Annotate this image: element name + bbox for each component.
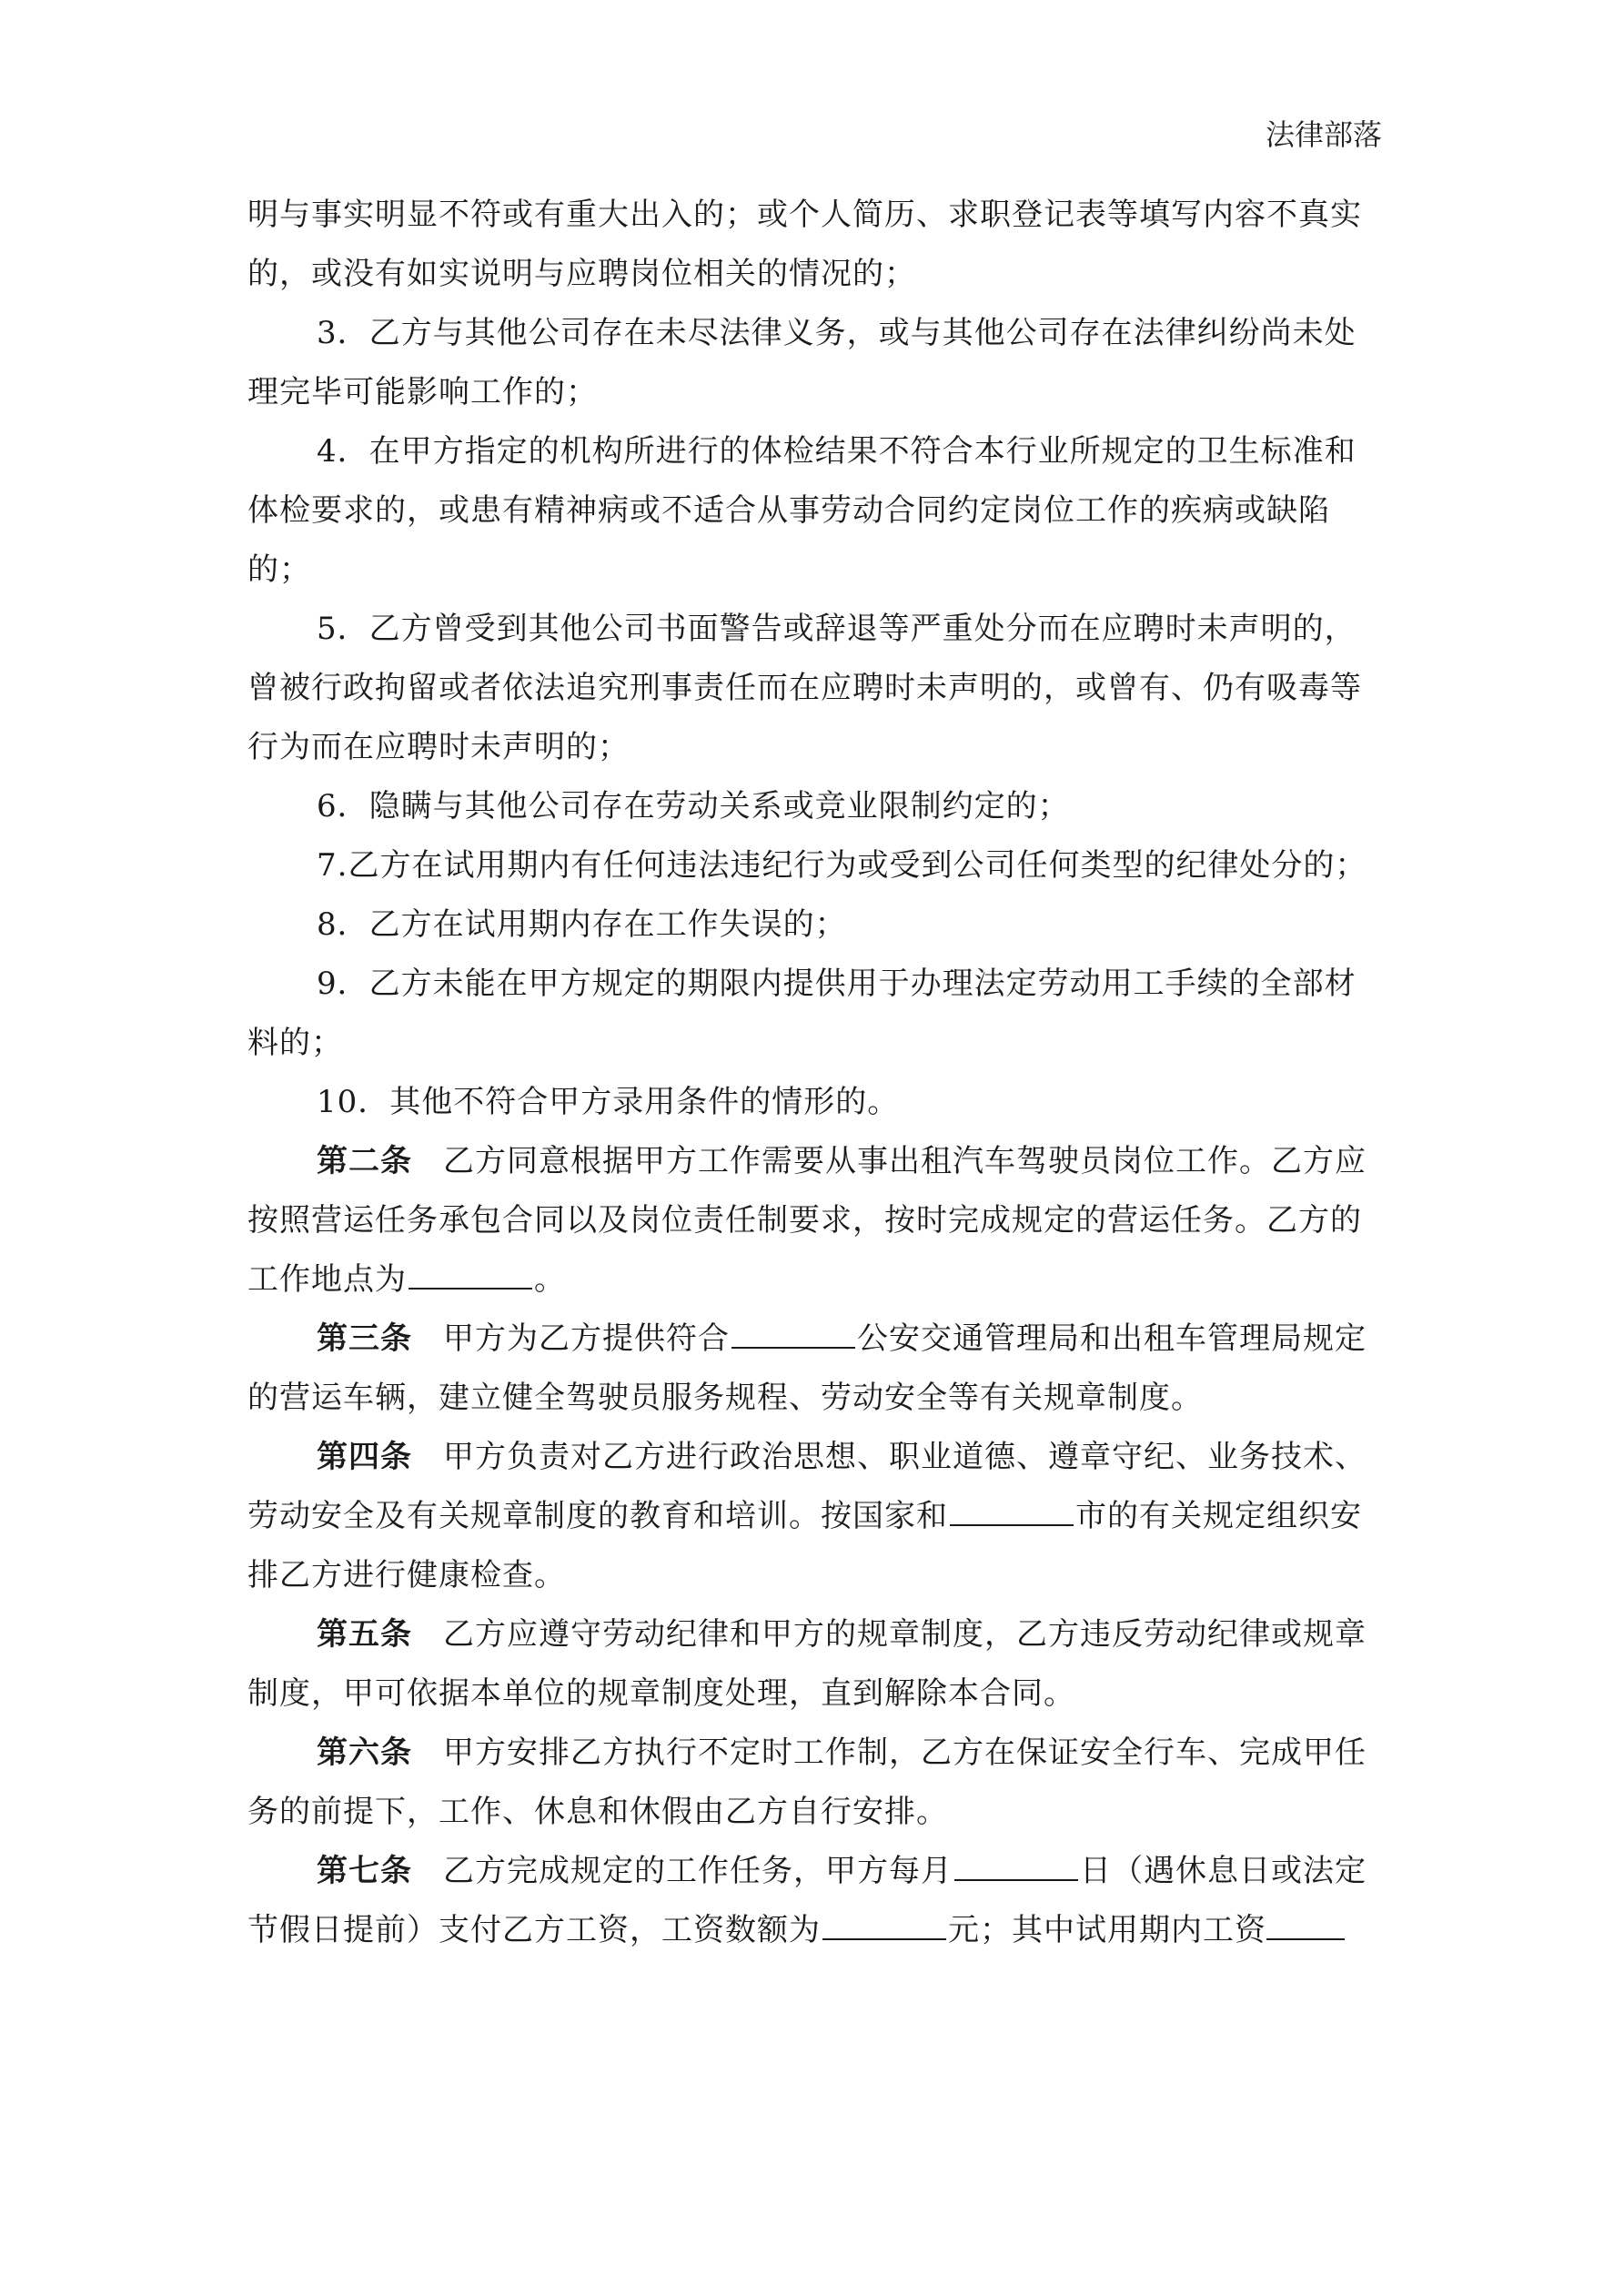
blank-city [731,1316,855,1349]
article-4 [247,1428,1383,1605]
document-body [247,186,1383,1960]
blank-city-name [950,1493,1074,1526]
article-2-title: 第二条 [317,1143,412,1179]
header-brand: 法律部落 [1265,117,1382,152]
clause-5: 5．乙方曾受到其他公司书面警告或辞退等严重处分而在应聘时未声明的，曾被行政拘留或者依法追究刑事责任而在应聘时未声明的，或曾有、仍有吸毒等行为而在应聘时未声明的； [247,611,1362,765]
article-4-title: 第四条 [317,1439,412,1475]
clause-10: 10．其他不符合甲方录用条件的情形的。 [317,1084,900,1120]
article-2 [247,1132,1383,1310]
article-3-title: 第三条 [317,1320,412,1357]
article-3 [247,1310,1383,1428]
article-5-title: 第五条 [317,1616,412,1653]
clause-9: 9．乙方未能在甲方规定的期限内提供用于办理法定劳动用工手续的全部材料的； [247,966,1357,1061]
article-6-text: 甲方安排乙方执行不定时工作制，乙方在保证安全行车、完成甲任务的前提下，工作、休息和休假由乙方自行安排。 [247,1735,1367,1830]
clause-8: 8．乙方在试用期内存在工作失误的； [317,906,847,943]
clause-6: 6．隐瞒与其他公司存在劳动关系或竞业限制约定的； [317,788,1070,824]
article-7 [247,1842,1383,1960]
clause-7: 7.乙方在试用期内有任何违法违纪行为或受到公司任何类型的纪律处分的； [317,847,1367,884]
article-7-text: 乙方完成规定的工作任务，甲方每月 [443,1853,953,1889]
article-2-text-end: 。 [534,1261,566,1298]
blank-probation-wage [1266,1911,1345,1940]
article-2-text: 乙方同意根据甲方工作需要从事出租汽车驾驶员岗位工作。乙方应按照营运任务承包合同以及岗位责任制要求，按时完成规定的营运任务。乙方的工作地点为 [247,1143,1367,1298]
article-5-text: 乙方应遵守劳动纪律和甲方的规章制度，乙方违反劳动纪律或规章制度，甲可依据本单位的规章制度处理，直到解除本合同。 [247,1616,1367,1712]
blank-wage-amount [822,1907,946,1940]
article-6-title: 第六条 [317,1735,412,1771]
clause-3: 3．乙方与其他公司存在未尽法律义务，或与其他公司存在法律纠纷尚未处理完毕可能影响工作的； [247,315,1357,410]
article-5 [247,1605,1383,1724]
blank-pay-day [954,1848,1078,1881]
article-7-text-mid1: 日（遇休息日或法定节假日提前）支付乙方工资，工资数额为 [247,1853,1367,1948]
article-6 [247,1724,1383,1842]
clause-2-continuation: 明与事实明显不符或有重大出入的；或个人简历、求职登记表等填写内容不真实的，或没有如实说明与应聘岗位相关的情况的； [247,197,1362,292]
blank-work-location [409,1257,532,1290]
article-7-title: 第七条 [317,1853,412,1889]
article-7-text-mid2: 元；其中试用期内工资 [948,1912,1266,1948]
article-3-text: 甲方为乙方提供符合 [443,1320,730,1357]
article-3-text-end: 公安交通管理局和出租车管理局规定的营运车辆，建立健全驾驶员服务规程、劳动安全等有关规章制度。 [247,1320,1367,1416]
article-4-text-end: 市的有关规定组织安排乙方进行健康检查。 [247,1498,1362,1593]
clause-4: 4．在甲方指定的机构所进行的体检结果不符合本行业所规定的卫生标准和体检要求的，或患有精神病或不适合从事劳动合同约定岗位工作的疾病或缺陷的； [247,433,1357,588]
article-4-text: 甲方负责对乙方进行政治思想、职业道德、遵章守纪、业务技术、劳动安全及有关规章制度的教育和培训。按国家和 [247,1439,1367,1534]
